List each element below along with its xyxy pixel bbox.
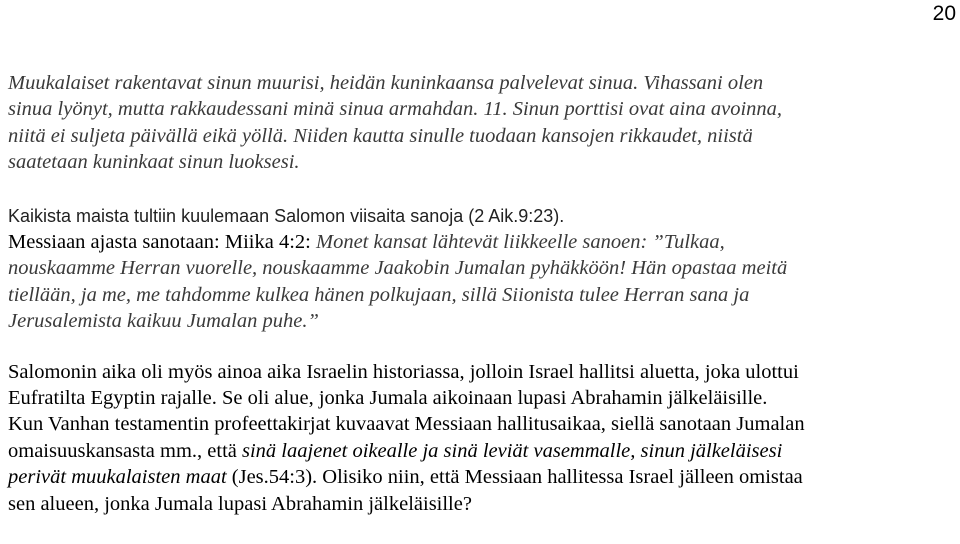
text-line: Kun Vanhan testamentin profeettakirjat kuvaavat Messiaan hallitusaikaa, siellä sanotaan Jumalan [8,413,805,436]
document-body [8,70,958,517]
quote-run: perivät muukalaisten maat [8,466,227,489]
text-line: tiellään, ja me, me tahdomme kulkea hänen polkujaan, sillä Siionista tulee Herran sana ja [8,283,750,306]
paragraph-salomonin-aika [8,359,958,517]
text-line: niitä ei suljeta päivällä eikä yöllä. Niiden kautta sinulle tuodaan kansojen rikkaudet, niistä [8,124,753,147]
text-line: Muukalaiset rakentavat sinun muurisi, heidän kuninkaansa palvelevat sinua. Vihassani olen [8,72,764,94]
text-line: Kaikista maista tultiin kuulemaan Salomon viisaita sanoja (2 Aik.9:23). [8,205,565,226]
paragraph-salomon-viisaus [8,203,958,335]
quote-run: sinä laajenet oikealle ja sinä leviät vasemmalle, sinun jälkeläisesi [242,439,783,462]
text-run: omaisuuskansasta mm., että [8,439,242,462]
page-number: 20 [932,2,956,25]
text-line [8,464,958,490]
text-run: Messiaan ajasta sanotaan: Miika 4:2: [8,231,316,254]
text-line: Eufratilta Egyptin rajalle. Se oli alue, jonka Jumala aikoinaan lupasi Abrahamin jälkeläisille. [8,387,768,410]
text-line: saatetaan kuninkaat sinun luoksesi. [8,151,300,174]
text-line [8,229,958,255]
paragraph-muukalaiset [8,70,958,176]
text-line: Salomonin aika oli myös ainoa aika Israelin historiassa, jolloin Israel hallitsi aluetta, joka ulottui [8,360,799,383]
text-line: Jerusalemista kaikuu Jumalan puhe.” [8,310,319,333]
text-line: sinua lyönyt, mutta rakkaudessani minä sinua armahdan. 11. Sinun porttisi ovat aina avoinna, [8,98,783,121]
quote-run: Monet kansat lähtevät liikkeelle sanoen: ”Tulkaa, [316,231,725,254]
text-line: nouskaamme Herran vuorelle, nouskaamme Jaakobin Jumalan pyhäkköön! Hän opastaa meitä [8,257,788,280]
text-line [8,438,958,464]
text-line: sen alueen, jonka Jumala lupasi Abrahamin jälkeläisille? [8,492,472,515]
text-run: (Jes.54:3). Olisiko niin, että Messiaan hallitessa Israel jälleen omistaa [226,466,803,489]
